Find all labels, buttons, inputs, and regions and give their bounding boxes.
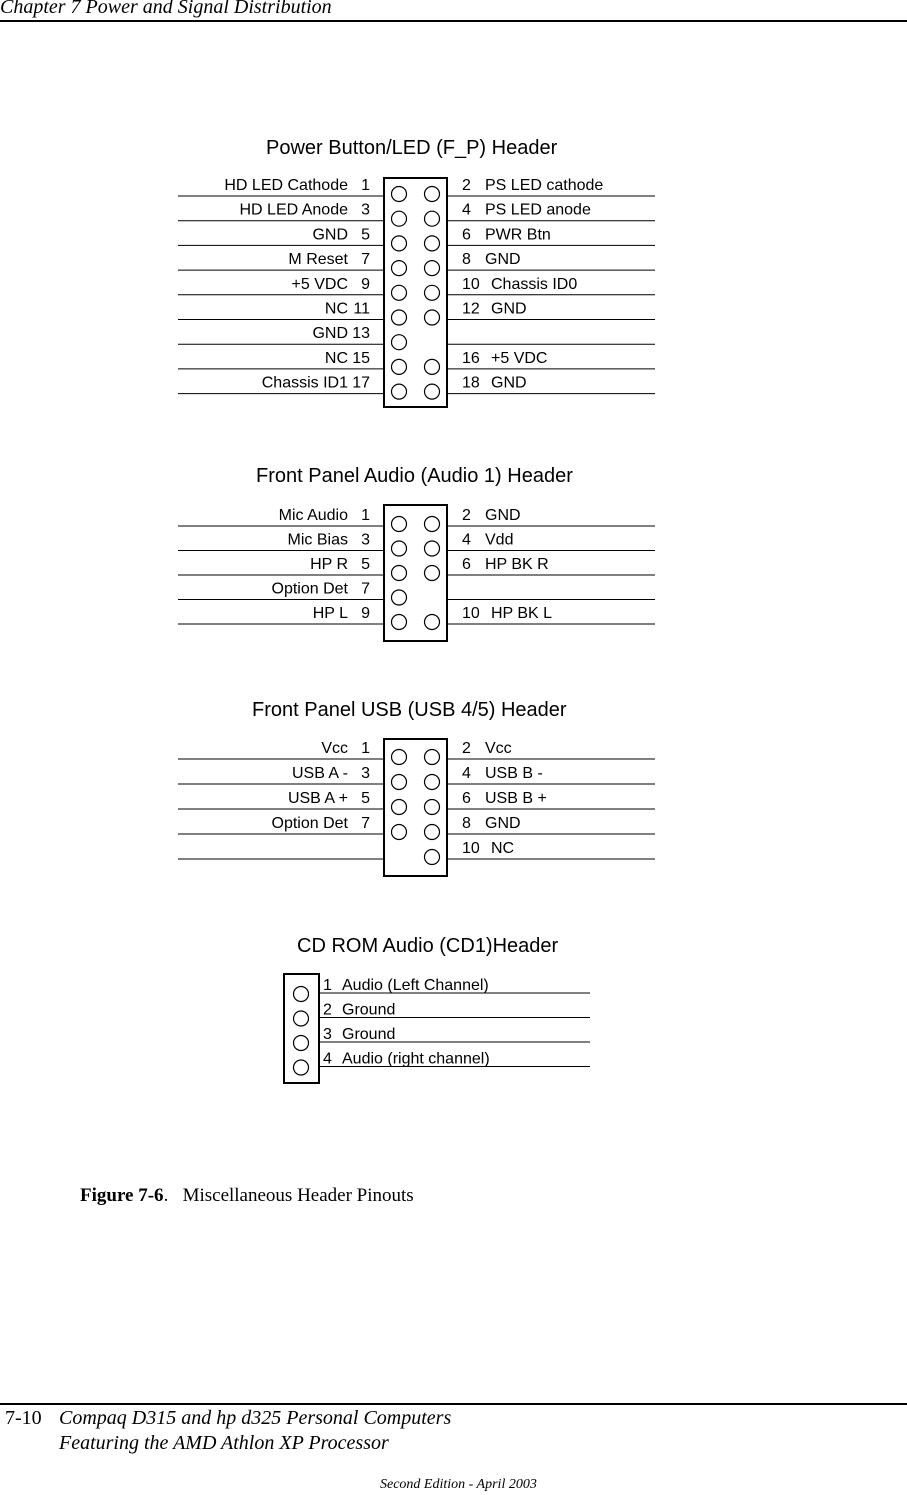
audio-header-title: Front Panel Audio (Audio 1) Header: [256, 465, 573, 487]
usb-right-pin-number: 4: [462, 765, 471, 782]
page-number: 7-10: [5, 1407, 42, 1429]
audio-pin-hole: [425, 615, 440, 630]
fp-right-pin-name: PWR Btn: [485, 226, 551, 244]
audio-left-pin-name: Mic Bias: [287, 531, 348, 549]
audio-pin-hole: [392, 566, 407, 581]
fp-pin-hole: [392, 384, 407, 399]
usb-right-pin-number: 2: [462, 740, 471, 757]
fp-pin-hole: [425, 211, 440, 226]
usb-right-pin-number: 6: [462, 790, 471, 807]
usb-left-pin-name: USB A -: [291, 765, 348, 782]
usb-left-pin-name: Vcc: [321, 740, 348, 757]
cdrom-pin-hole: [294, 987, 309, 1002]
book-title-line2: Featuring the AMD Athlon XP Processor: [59, 1432, 389, 1454]
audio-pin-hole: [425, 566, 440, 581]
audio-pin-hole: [392, 517, 407, 532]
audio-connector-body: [384, 505, 447, 641]
fp-pin-hole: [392, 310, 407, 325]
audio-pin-hole: [392, 590, 407, 605]
cdrom-pin-number: 4: [323, 1050, 332, 1068]
fp-right-pin-number: 6: [462, 226, 471, 244]
usb-left-pin-number: 3: [361, 765, 370, 782]
audio-left-pin-number: 5: [361, 556, 370, 573]
usb-pin-hole: [425, 800, 440, 815]
audio-right-pin-number: 4: [462, 531, 471, 549]
usb-left-pin-name: Option Det: [271, 815, 348, 832]
usb-right-pin-number: 10: [462, 840, 480, 857]
cdrom-pin-name: Ground: [342, 1026, 396, 1043]
usb-right-pin-name: USB B -: [485, 765, 543, 782]
fp-right-pin-name: PS LED anode: [485, 201, 591, 219]
fp-left-pin-name: GND: [312, 325, 348, 343]
figure-text: Miscellaneous Header Pinouts: [182, 1185, 414, 1206]
audio-left-pin-number: 3: [361, 531, 370, 549]
usb-pin-hole: [425, 750, 440, 765]
fp-pin-hole: [425, 384, 440, 399]
usb-right-pin-name: Vcc: [485, 740, 512, 757]
cdrom-pin-name: Ground: [342, 1001, 396, 1019]
footer-rule: [0, 1403, 907, 1405]
audio-left-pin-name: HP R: [310, 556, 348, 573]
fp-pin-hole: [425, 187, 440, 202]
audio-right-pin-number: 6: [462, 556, 471, 573]
fp-right-pin-number: 12: [462, 300, 480, 318]
cdrom-pin-hole: [294, 1011, 309, 1026]
fp-left-pin-name: HD LED Anode: [239, 201, 348, 219]
usb-pin-hole: [425, 850, 440, 865]
fp-right-pin-name: +5 VDC: [491, 349, 548, 367]
cdrom-pin-name: Audio (right channel): [342, 1050, 490, 1068]
cdrom-pin-name: Audio (Left Channel): [342, 977, 489, 994]
fp-pin-hole: [392, 335, 407, 350]
usb-left-pin-number: 7: [361, 815, 370, 832]
audio-right-pin-name: GND: [485, 507, 521, 524]
fp-right-pin-number: 8: [462, 251, 471, 269]
usb-left-pin-name: USB A +: [287, 790, 348, 807]
audio-right-pin-name: HP BK L: [491, 605, 553, 622]
fp-right-pin-number: 16: [462, 349, 480, 367]
figure-caption: Figure 7-6. Miscellaneous Header Pinouts: [80, 1185, 414, 1206]
usb-connector-body: [384, 739, 447, 876]
fp-right-pin-number: 10: [462, 275, 480, 293]
fp-left-pin-name: HD LED Cathode: [224, 177, 348, 194]
audio-right-pin-number: 10: [462, 605, 480, 622]
fp-pin-hole: [392, 211, 407, 226]
audio-left-pin-number: 1: [361, 507, 370, 524]
audio-left-pin-name: HP L: [312, 605, 348, 622]
cdrom-pin-hole: [294, 1036, 309, 1051]
fp-pin-hole: [392, 285, 407, 300]
audio-right-pin-name: HP BK R: [485, 556, 549, 573]
fp-left-pin-number: 9: [361, 275, 370, 293]
usb-left-pin-number: 5: [361, 790, 370, 807]
audio-pin-hole: [392, 541, 407, 556]
usb-right-pin-name: GND: [485, 815, 521, 832]
fp-left-pin-number: 15: [352, 349, 370, 367]
fp-right-pin-name: GND: [485, 251, 521, 269]
fp-header-title: Power Button/LED (F_P) Header: [266, 137, 558, 159]
usb-pin-hole: [392, 750, 407, 765]
fp-left-pin-name: NC: [324, 300, 348, 318]
fp-pin-hole: [392, 187, 407, 202]
usb-right-pin-name: NC: [491, 840, 515, 857]
fp-left-pin-number: 7: [361, 251, 370, 269]
fp-left-pin-number: 13: [352, 325, 370, 343]
fp-left-pin-number: 1: [361, 177, 370, 194]
usb-pin-hole: [425, 775, 440, 790]
fp-left-pin-name: M Reset: [288, 251, 348, 269]
audio-pin-hole: [392, 615, 407, 630]
audio-left-pin-name: Option Det: [271, 580, 348, 598]
fp-pin-hole: [425, 236, 440, 251]
cdrom-connector-body: [284, 974, 319, 1083]
book-title-line1: Compaq D315 and hp d325 Personal Computers: [59, 1407, 452, 1429]
cdrom-pin-number: 1: [323, 977, 332, 994]
usb-pin-hole: [392, 800, 407, 815]
audio-right-pin-name: Vdd: [485, 531, 514, 549]
fp-pin-hole: [425, 359, 440, 374]
fp-pin-hole: [425, 285, 440, 300]
fp-left-pin-name: +5 VDC: [291, 275, 348, 293]
fp-left-pin-name: Chassis ID1: [261, 374, 348, 392]
usb-header-title: Front Panel USB (USB 4/5) Header: [252, 699, 567, 721]
chapter-header: Chapter 7 Power and Signal Distribution: [0, 0, 332, 18]
audio-left-pin-number: 7: [361, 580, 370, 598]
edition-note: Second Edition - April 2003: [380, 1477, 537, 1492]
usb-pin-hole: [392, 775, 407, 790]
fp-left-pin-number: 11: [353, 300, 370, 318]
fp-pin-hole: [392, 236, 407, 251]
audio-pin-hole: [425, 541, 440, 556]
fp-pin-hole: [392, 359, 407, 374]
fp-right-pin-name: PS LED cathode: [485, 177, 604, 194]
usb-right-pin-name: USB B +: [485, 790, 547, 807]
fp-right-pin-name: Chassis ID0: [491, 275, 578, 293]
fp-pin-hole: [392, 261, 407, 276]
fp-left-pin-number: 5: [361, 226, 370, 244]
fp-right-pin-name: GND: [491, 300, 527, 318]
audio-left-pin-number: 9: [361, 605, 370, 622]
fp-pin-hole: [425, 310, 440, 325]
audio-left-pin-name: Mic Audio: [278, 507, 348, 524]
fp-right-pin-number: 2: [462, 177, 471, 194]
cdrom-header-title: CD ROM Audio (CD1)Header: [297, 935, 559, 957]
fp-left-pin-name: GND: [312, 226, 348, 244]
usb-right-pin-number: 8: [462, 815, 471, 832]
figure-label: Figure 7-6: [80, 1185, 164, 1206]
usb-pin-hole: [392, 825, 407, 840]
audio-right-pin-number: 2: [462, 507, 471, 524]
usb-pin-hole: [425, 825, 440, 840]
fp-right-pin-name: GND: [491, 374, 527, 392]
audio-pin-hole: [425, 517, 440, 532]
cdrom-pin-number: 2: [323, 1001, 332, 1019]
fp-left-pin-name: NC: [324, 349, 348, 367]
cdrom-pin-hole: [294, 1060, 309, 1075]
cdrom-pin-number: 3: [323, 1026, 332, 1043]
fp-left-pin-number: 3: [361, 201, 370, 219]
fp-right-pin-number: 18: [462, 374, 480, 392]
fp-pin-hole: [425, 261, 440, 276]
fp-left-pin-number: 17: [352, 374, 370, 392]
fp-right-pin-number: 4: [462, 201, 471, 219]
usb-left-pin-number: 1: [361, 740, 370, 757]
